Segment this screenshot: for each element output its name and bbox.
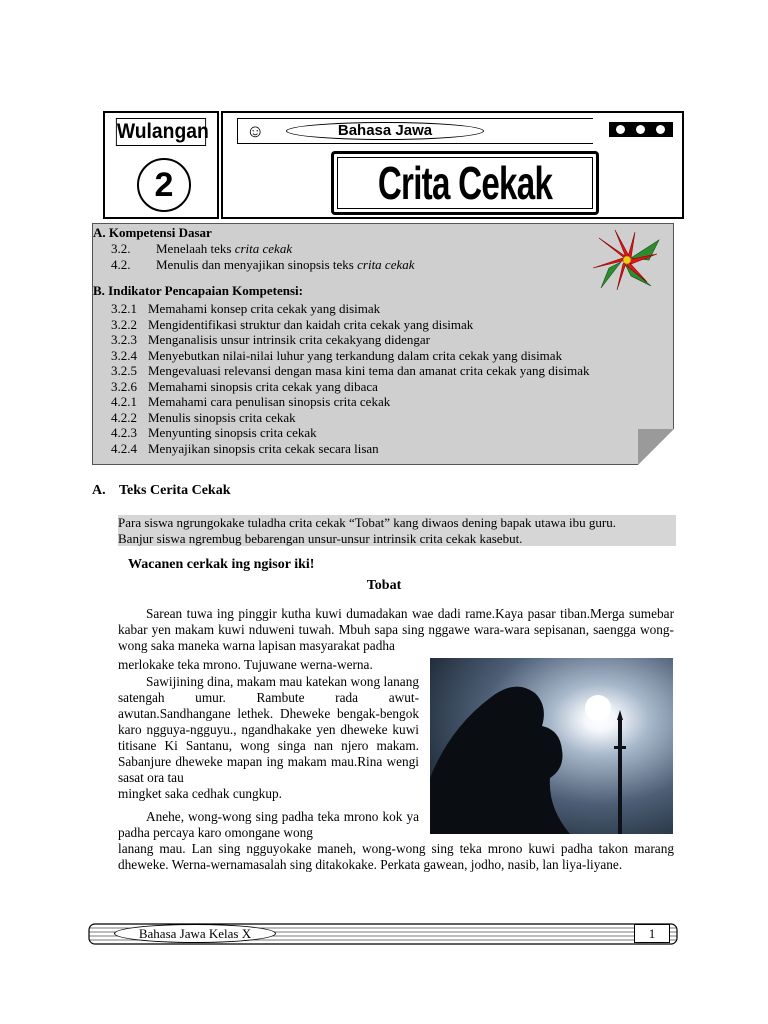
subject-label: Bahasa Jawa: [286, 122, 484, 140]
praying-man-photo: [430, 658, 673, 834]
indicator-heading: B. Indikator Pencapaian Kompetensi:: [93, 283, 303, 298]
footer-label: Bahasa Jawa Kelas X: [114, 924, 276, 943]
section-a-marker: A.: [92, 483, 106, 498]
story-paragraph-3-rest: lanang mau. Lan sing ngguyokake maneh, wong-wong sing teka mrono kuwi padha takon marang dheweke. Werna-wernamasalah sing ditakokake. Perkata gawean, jodho, nasib, lan liya-liyane.: [118, 841, 674, 872]
subject-bar: [237, 118, 593, 144]
page-number: 1: [634, 924, 670, 943]
lesson-label: Wulangan: [116, 118, 206, 146]
intro-text: Para siswa ngrungokake tuladha crita cekak “Tobat” kang diwaos dening bapak utawa ibu guru. Banjur siswa ngrembug bebarengan unsur-unsur intrinsik crita cekak kasebut.: [118, 515, 676, 546]
dots-decoration: [609, 122, 673, 137]
poinsettia-flower-icon: [591, 228, 663, 294]
title-frame: [331, 151, 599, 215]
story-paragraph-3: Anehe, wong-wong sing padha teka mrono kok ya padha percaya karo omongane wong: [118, 809, 419, 840]
page-fold-decoration: [638, 429, 674, 465]
story-paragraph-1: Sarean tuwa ing pinggir kutha kuwi dumadakan wae dadi rame.Kaya pasar tiban.Merga sumebar kabar yen makam kuwi nduweni tuwah. Mbuh sapa sing nggawe wara-wara sepisanan, saengga wong-wong saka maneka warna lapisan masyarakat padha: [118, 606, 674, 653]
lesson-badge: [103, 111, 219, 219]
section-a-heading: Teks Cerita Cekak: [119, 483, 231, 498]
story-paragraph-1-end: merlokake teka mrono. Tujuwane werna-werna.: [118, 657, 373, 672]
competency-box: A. Kompetensi Dasar 3.2. Menelaah teks crita cekak 4.2. Menulis dan menyajikan sinopsis teks crita cekak B. Indikator Pencapaian Kompetensi: 3.2.1 Memahami konsep crita cekak yang disimak 3.2.2 Mengidentifikasi struktur dan kaidah crita cekak yang disimak 3.2.3 Menganalisis unsur intrinsik crita cekakyang didengar 3.2.4 Menyebutkan nilai-nilai luhur yang terkandung dalam crita cekak yang disimak 3.2.5 Mengevaluasi relevansi dengan masa kini tema dan amanat crita cekak yang disimak 3.2.6 Memahami sinopsis crita cekak yang dibaca 4.2.1 Memahami cara penulisan sinopsis crita cekak 4.2.2 Menulis sinopsis crita cekak 4.2.3 Menyunting sinopsis crita cekak 4.2.4 Menyajikan sinopsis crita cekak secara lisan: [92, 223, 674, 465]
page-footer: [88, 923, 678, 945]
title-banner: [221, 111, 684, 219]
page-title: Crita Cekak: [377, 157, 553, 209]
smiley-face-icon: ☺: [246, 121, 265, 141]
story-paragraph-2-end: mingket saka cedhak cungkup.: [118, 786, 282, 801]
reading-instruction: Wacanen cerkak ing ngisor iki!: [128, 557, 315, 572]
story-title: Tobat: [366, 578, 402, 593]
basic-competency-heading: A. Kompetensi Dasar: [93, 225, 212, 240]
lesson-number: 2: [137, 158, 191, 212]
story-paragraph-2: Sawijining dina, makam mau katekan wong lanang satengah umur. Rambute rada awut-awutan.Sandhangane lethek. Dheweke bengak-bengok karo ngguya-ngguyu., ngandhakake yen dheweke kuwi titisane Ki Santanu, wong singa nan njero makam. Sabanjure dheweke mapan ing makam mau.Rina wengi sasat ora tau: [118, 674, 419, 785]
